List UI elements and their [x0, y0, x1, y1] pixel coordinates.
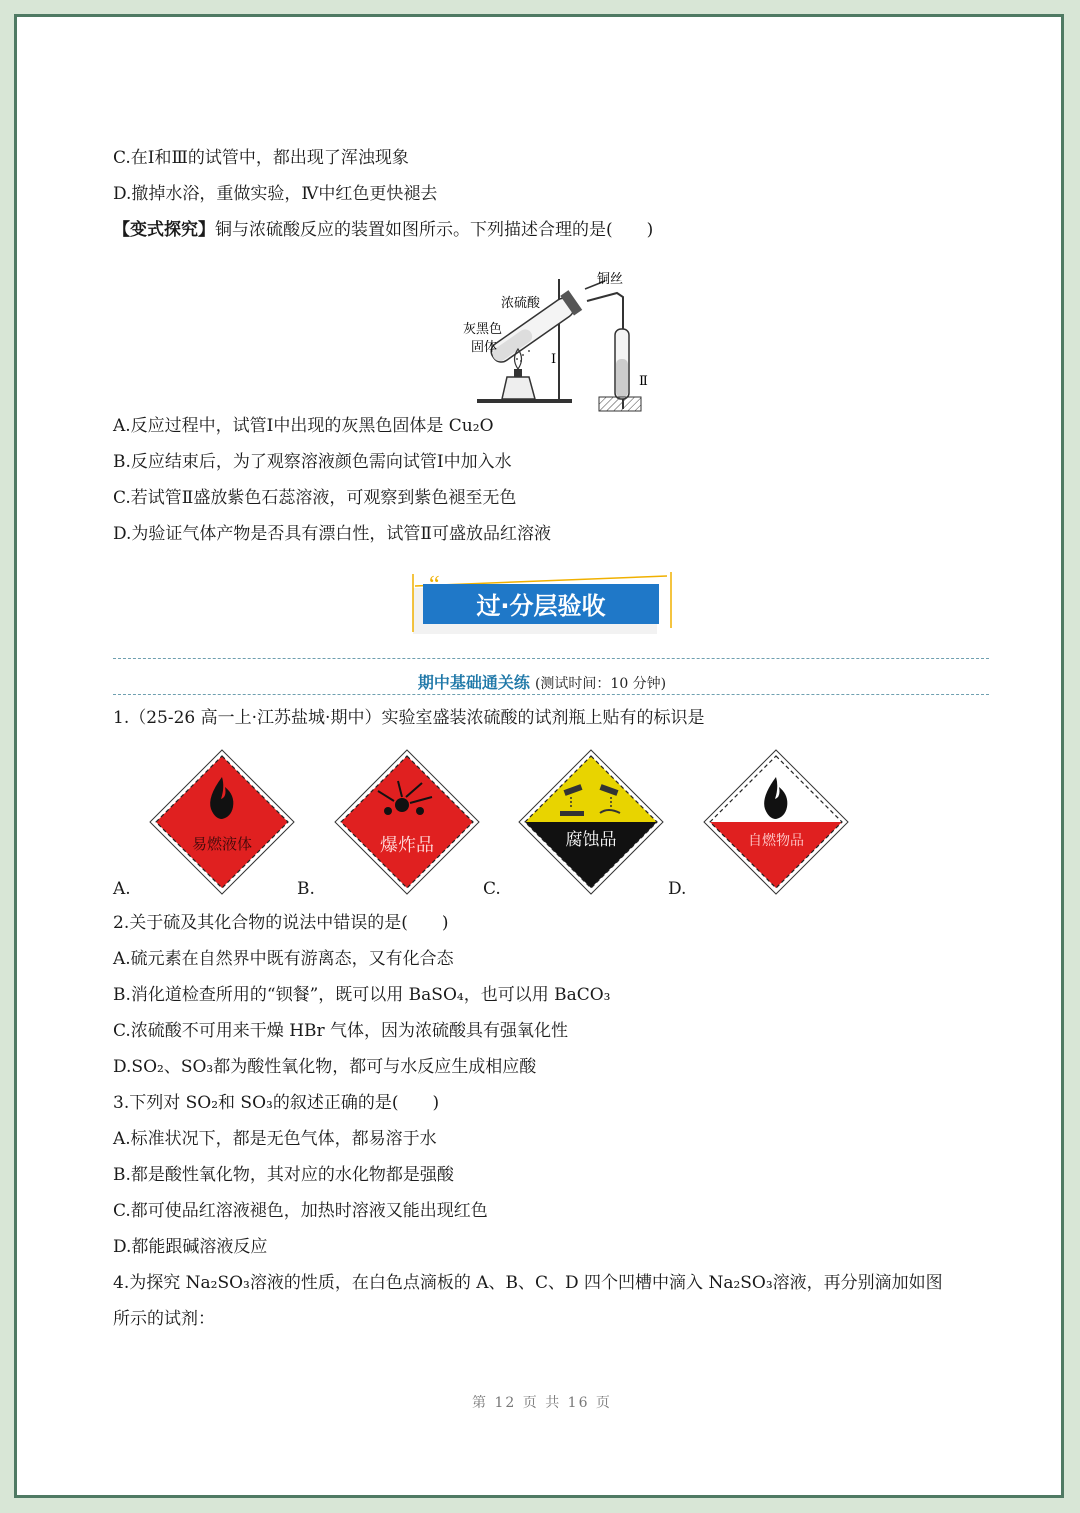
section-heading: [17, 671, 1067, 696]
variant-option-d: D.为验证气体产物是否具有漂白性，试管Ⅱ可盛放品红溶液: [113, 524, 551, 544]
label-tube-1: Ⅰ: [551, 352, 557, 367]
section-title: 期中基础通关练: [417, 673, 530, 692]
q1-option-b: B.: [297, 879, 315, 899]
q1-stem: 1.（25-26 高一上·江苏盐城·期中）实验室盛装浓硫酸的试剂瓶上贴有的标识是: [113, 708, 705, 728]
q3-stem: 3.下列对 SO₂和 SO₃的叙述正确的是( ): [113, 1093, 440, 1113]
q2-stem: 2.关于硫及其化合物的说法中错误的是( ): [113, 913, 449, 933]
variant-option-b: B.反应结束后，为了观察溶液颜色需向试管Ⅰ中加入水: [113, 452, 512, 472]
q2-option-c: C.浓硫酸不可用来干燥 HBr 气体，因为浓硫酸具有强氧化性: [113, 1021, 569, 1041]
sign-explosive: [332, 747, 482, 897]
sign-c-label: 腐蚀品: [565, 830, 617, 850]
variant-question: [113, 218, 653, 242]
q4-stem-line1: 4.为探究 Na₂SO₃溶液的性质，在白色点滴板的 A、B、C、D 四个凹槽中滴入 Na₂SO₃溶液，再分别滴加如图: [113, 1273, 943, 1293]
q1-option-a: A.: [113, 879, 131, 899]
sign-flammable-liquid: [147, 747, 297, 897]
sign-corrosive: [516, 747, 666, 897]
q3-option-a: A.标准状况下，都是无色气体，都易溶于水: [113, 1129, 437, 1149]
section-time-note: (测试时间：10 分钟): [534, 676, 667, 692]
q1-option-d: D.: [668, 879, 687, 899]
variant-option-c: C.若试管Ⅱ盛放紫色石蕊溶液，可观察到紫色褪至无色: [113, 488, 517, 508]
sign-spontaneously-combustible: [701, 747, 851, 897]
document-page: [14, 14, 1064, 1498]
q3-option-c: C.都可使品红溶液褪色，加热时溶液又能出现红色: [113, 1201, 488, 1221]
q4-stem-line2: 所示的试剂：: [113, 1309, 215, 1329]
section-banner: [409, 568, 679, 640]
q2-option-d: D.SO₂、SO₃都为酸性氧化物，都可与水反应生成相应酸: [113, 1057, 537, 1077]
prev-option-d: D.撤掉水浴，重做实验，Ⅳ中红色更快褪去: [113, 184, 438, 204]
label-tube-2: Ⅱ: [639, 374, 648, 389]
page-footer: 第 12 页 共 16 页: [472, 1395, 612, 1411]
q3-option-b: B.都是酸性氧化物，其对应的水化物都是强酸: [113, 1165, 454, 1185]
sign-d-label: 自燃物品: [748, 833, 804, 849]
variant-tag: 【变式探究】: [113, 220, 215, 240]
label-conc-acid: 浓硫酸: [501, 296, 541, 311]
banner-text: 过·分层验收: [476, 592, 606, 620]
q3-option-d: D.都能跟碱溶液反应: [113, 1237, 268, 1257]
label-solid: 固体: [471, 340, 498, 355]
label-gray-black: 灰黑色: [463, 322, 503, 337]
label-copper-wire: 铜丝: [597, 272, 624, 287]
q2-option-b: B.消化道检查所用的“钡餐”，既可以用 BaSO₄，也可以用 BaCO₃: [113, 985, 611, 1005]
divider-bottom: [113, 694, 989, 695]
quote-mark-icon: “: [429, 572, 440, 598]
sign-a-label: 易燃液体: [191, 835, 253, 853]
variant-stem: 铜与浓硫酸反应的装置如图所示。下列描述合理的是( ): [215, 220, 654, 240]
variant-option-a: A.反应过程中，试管Ⅰ中出现的灰黑色固体是 Cu₂O: [113, 416, 494, 436]
sign-b-label: 爆炸品: [380, 835, 434, 856]
prev-option-c: C.在Ⅰ和Ⅲ的试管中，都出现了浑浊现象: [113, 148, 409, 168]
q2-option-a: A.硫元素在自然界中既有游离态，又有化合态: [113, 949, 454, 969]
copper-acid-apparatus-figure: [447, 259, 657, 419]
q1-option-c: C.: [483, 879, 501, 899]
divider-top: [113, 658, 989, 659]
